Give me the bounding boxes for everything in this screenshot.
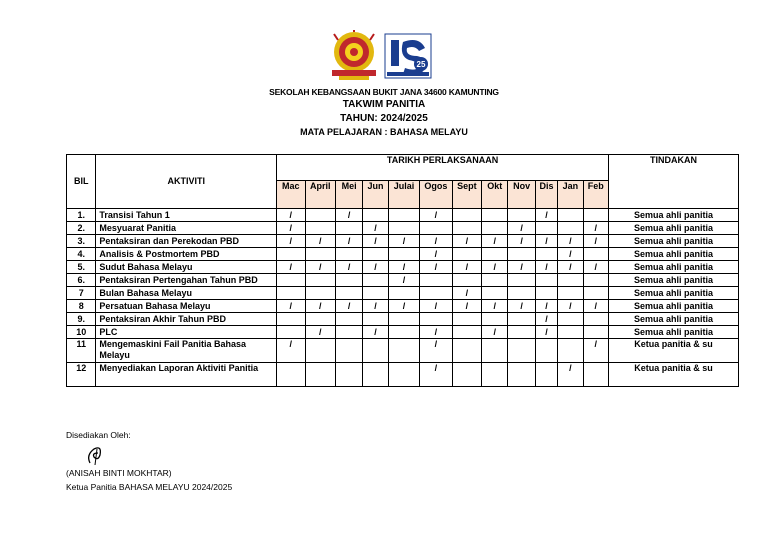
month-mark	[277, 287, 305, 300]
row-aktiviti: Persatuan Bahasa Melayu	[96, 300, 277, 313]
row-tindakan: Semua ahli panitia	[608, 222, 738, 235]
table-row	[67, 339, 739, 363]
month-mark	[305, 287, 335, 300]
month-mark	[388, 313, 419, 326]
month-mark: /	[558, 261, 583, 274]
month-mark	[583, 326, 608, 339]
month-mark	[508, 326, 535, 339]
month-mark	[363, 287, 388, 300]
month-mark: /	[305, 261, 335, 274]
month-mark	[335, 248, 362, 261]
row-bil: 8	[67, 300, 96, 313]
month-mark: /	[420, 261, 452, 274]
subject-label: MATA PELAJARAN : BAHASA MELAYU	[300, 127, 468, 137]
row-aktiviti: Mengemaskini Fail Panitia Bahasa Melayu	[96, 339, 277, 363]
month-mark	[420, 274, 452, 287]
month-mark	[558, 274, 583, 287]
month-mark: /	[583, 300, 608, 313]
month-mark	[452, 363, 481, 387]
month-mark	[452, 209, 481, 222]
month-mark: /	[535, 235, 557, 248]
month-mark: /	[558, 248, 583, 261]
row-aktiviti: Mesyuarat Panitia	[96, 222, 277, 235]
month-mark: /	[420, 363, 452, 387]
month-mark	[363, 313, 388, 326]
row-tindakan: Semua ahli panitia	[608, 274, 738, 287]
month-mark: /	[583, 339, 608, 363]
table-body	[67, 209, 739, 387]
month-mark: /	[535, 313, 557, 326]
row-bil: 2.	[67, 222, 96, 235]
month-mark: /	[482, 300, 508, 313]
month-mark	[508, 287, 535, 300]
month-mark: /	[335, 261, 362, 274]
month-mark	[363, 363, 388, 387]
school-name: SEKOLAH KEBANGSAAN BUKIT JANA 34600 KAMUNTING	[269, 87, 499, 97]
month-mark	[305, 209, 335, 222]
month-header: Nov	[508, 181, 535, 209]
month-mark	[335, 326, 362, 339]
district-logo-icon	[385, 34, 431, 78]
month-mark: /	[452, 300, 481, 313]
month-mark: /	[558, 235, 583, 248]
month-mark	[388, 287, 419, 300]
month-mark	[388, 363, 419, 387]
month-mark	[388, 339, 419, 363]
month-mark	[508, 209, 535, 222]
month-mark: /	[482, 326, 508, 339]
month-mark	[305, 222, 335, 235]
month-mark	[305, 248, 335, 261]
header-tarikh: TARIKH PERLAKSANAAN	[277, 155, 609, 181]
month-header: Sept	[452, 181, 481, 209]
month-mark	[583, 363, 608, 387]
month-mark	[535, 248, 557, 261]
month-mark: /	[335, 235, 362, 248]
month-mark: /	[388, 261, 419, 274]
month-mark: /	[363, 300, 388, 313]
row-tindakan: Ketua panitia & su	[608, 363, 738, 387]
month-mark: /	[388, 300, 419, 313]
month-mark	[535, 363, 557, 387]
table-row	[67, 274, 739, 287]
month-mark	[420, 287, 452, 300]
month-header: Jan	[558, 181, 583, 209]
month-mark: /	[277, 235, 305, 248]
header-bil: BIL	[67, 155, 96, 209]
month-header: Ogos	[420, 181, 452, 209]
month-mark	[388, 222, 419, 235]
row-tindakan: Semua ahli panitia	[608, 261, 738, 274]
month-mark: /	[420, 235, 452, 248]
month-mark: /	[535, 326, 557, 339]
month-mark	[277, 326, 305, 339]
month-mark	[558, 313, 583, 326]
row-bil: 3.	[67, 235, 96, 248]
month-mark	[335, 274, 362, 287]
month-mark: /	[508, 300, 535, 313]
row-tindakan: Semua ahli panitia	[608, 248, 738, 261]
school-crest-icon	[332, 30, 376, 80]
month-mark	[335, 363, 362, 387]
year-label: TAHUN: 2024/2025	[340, 113, 428, 124]
month-mark	[482, 313, 508, 326]
month-mark	[508, 339, 535, 363]
month-mark: /	[388, 235, 419, 248]
table-row	[67, 222, 739, 235]
month-mark	[335, 222, 362, 235]
month-mark	[508, 274, 535, 287]
month-mark	[335, 339, 362, 363]
table-row	[67, 363, 739, 387]
header-tindakan: TINDAKAN	[608, 155, 738, 209]
month-mark	[583, 287, 608, 300]
row-aktiviti: Pentaksiran dan Perekodan PBD	[96, 235, 277, 248]
month-mark	[363, 339, 388, 363]
month-mark	[305, 313, 335, 326]
row-aktiviti: Pentaksiran Akhir Tahun PBD	[96, 313, 277, 326]
takwim-table	[66, 154, 739, 387]
signatory-role: Ketua Panitia BAHASA MELAYU 2024/2025	[66, 482, 233, 492]
month-mark: /	[482, 261, 508, 274]
month-mark	[305, 363, 335, 387]
month-mark: /	[558, 363, 583, 387]
month-header: Julai	[388, 181, 419, 209]
month-mark: /	[508, 261, 535, 274]
month-mark: /	[535, 261, 557, 274]
month-header: Okt	[482, 181, 508, 209]
month-mark	[388, 248, 419, 261]
month-mark	[535, 287, 557, 300]
month-mark	[535, 222, 557, 235]
header-aktiviti: AKTIVITI	[96, 155, 277, 209]
row-aktiviti: Pentaksiran Pertengahan Tahun PBD	[96, 274, 277, 287]
month-mark: /	[305, 235, 335, 248]
month-mark: /	[363, 235, 388, 248]
month-mark	[388, 326, 419, 339]
month-header: April	[305, 181, 335, 209]
month-mark	[583, 313, 608, 326]
month-mark: /	[277, 339, 305, 363]
table-row	[67, 235, 739, 248]
table-row	[67, 287, 739, 300]
month-mark	[508, 363, 535, 387]
table-row	[67, 261, 739, 274]
row-tindakan: Semua ahli panitia	[608, 235, 738, 248]
row-bil: 11	[67, 339, 96, 363]
month-mark	[277, 313, 305, 326]
month-mark: /	[420, 209, 452, 222]
month-mark: /	[558, 300, 583, 313]
row-tindakan: Semua ahli panitia	[608, 313, 738, 326]
row-aktiviti: PLC	[96, 326, 277, 339]
month-mark	[305, 339, 335, 363]
month-mark: /	[335, 209, 362, 222]
month-mark	[482, 287, 508, 300]
month-mark	[583, 209, 608, 222]
month-mark: /	[583, 261, 608, 274]
row-tindakan: Ketua panitia & su	[608, 339, 738, 363]
row-tindakan: Semua ahli panitia	[608, 209, 738, 222]
month-mark	[277, 363, 305, 387]
month-mark: /	[420, 300, 452, 313]
month-mark: /	[452, 287, 481, 300]
row-bil: 6.	[67, 274, 96, 287]
month-mark	[482, 274, 508, 287]
month-mark: /	[420, 339, 452, 363]
row-tindakan: Semua ahli panitia	[608, 300, 738, 313]
month-mark: /	[583, 222, 608, 235]
signature-icon	[84, 443, 106, 467]
row-bil: 12	[67, 363, 96, 387]
month-mark	[482, 248, 508, 261]
page-title: TAKWIM PANITIA	[342, 99, 426, 110]
month-mark	[363, 209, 388, 222]
month-mark: /	[305, 326, 335, 339]
month-mark	[558, 339, 583, 363]
month-mark: /	[535, 209, 557, 222]
row-aktiviti: Menyediakan Laporan Aktiviti Panitia	[96, 363, 277, 387]
row-aktiviti: Analisis & Postmortem PBD	[96, 248, 277, 261]
month-mark: /	[508, 235, 535, 248]
signatory-name: (ANISAH BINTI MOKHTAR)	[66, 468, 172, 478]
month-mark: /	[420, 248, 452, 261]
month-mark: /	[277, 300, 305, 313]
month-header: Feb	[583, 181, 608, 209]
row-aktiviti: Bulan Bahasa Melayu	[96, 287, 277, 300]
month-mark: /	[452, 235, 481, 248]
month-mark: /	[277, 261, 305, 274]
month-mark	[420, 222, 452, 235]
month-mark	[363, 248, 388, 261]
month-mark	[482, 209, 508, 222]
row-bil: 10	[67, 326, 96, 339]
month-header: Jun	[363, 181, 388, 209]
table-row	[67, 248, 739, 261]
row-bil: 1.	[67, 209, 96, 222]
month-mark: /	[482, 235, 508, 248]
month-mark	[420, 313, 452, 326]
month-mark: /	[452, 261, 481, 274]
row-bil: 7	[67, 287, 96, 300]
month-mark	[558, 209, 583, 222]
month-mark	[335, 313, 362, 326]
row-aktiviti: Sudut Bahasa Melayu	[96, 261, 277, 274]
month-mark: /	[388, 274, 419, 287]
month-mark	[583, 248, 608, 261]
row-aktiviti: Transisi Tahun 1	[96, 209, 277, 222]
month-mark	[335, 287, 362, 300]
month-mark: /	[363, 326, 388, 339]
month-mark: /	[535, 300, 557, 313]
month-mark	[277, 248, 305, 261]
row-bil: 9.	[67, 313, 96, 326]
month-mark	[535, 339, 557, 363]
month-mark	[388, 209, 419, 222]
month-mark: /	[277, 209, 305, 222]
month-mark	[535, 274, 557, 287]
month-mark: /	[508, 222, 535, 235]
month-mark: /	[335, 300, 362, 313]
month-mark: /	[363, 222, 388, 235]
month-mark: /	[305, 300, 335, 313]
month-mark	[452, 274, 481, 287]
row-tindakan: Semua ahli panitia	[608, 287, 738, 300]
table-row	[67, 300, 739, 313]
month-mark	[363, 274, 388, 287]
month-mark	[508, 313, 535, 326]
month-mark	[305, 274, 335, 287]
month-header: Mac	[277, 181, 305, 209]
month-mark	[452, 339, 481, 363]
month-mark	[452, 313, 481, 326]
month-mark	[452, 222, 481, 235]
header-logos	[329, 30, 439, 82]
row-bil: 4.	[67, 248, 96, 261]
month-mark	[583, 274, 608, 287]
month-mark	[452, 248, 481, 261]
prepared-by-label: Disediakan Oleh:	[66, 430, 131, 440]
logo-number: 25	[416, 60, 426, 69]
table-row	[67, 326, 739, 339]
month-mark: /	[583, 235, 608, 248]
month-header: Dis	[535, 181, 557, 209]
table-row	[67, 209, 739, 222]
table-row	[67, 313, 739, 326]
month-mark	[558, 287, 583, 300]
month-mark	[558, 326, 583, 339]
month-mark: /	[363, 261, 388, 274]
month-mark: /	[277, 222, 305, 235]
month-mark	[452, 326, 481, 339]
month-mark	[508, 248, 535, 261]
month-mark	[482, 339, 508, 363]
month-mark	[482, 363, 508, 387]
row-tindakan: Semua ahli panitia	[608, 326, 738, 339]
row-bil: 5.	[67, 261, 96, 274]
month-mark	[482, 222, 508, 235]
month-mark	[558, 222, 583, 235]
month-mark: /	[420, 326, 452, 339]
month-mark	[277, 274, 305, 287]
month-header: Mei	[335, 181, 362, 209]
